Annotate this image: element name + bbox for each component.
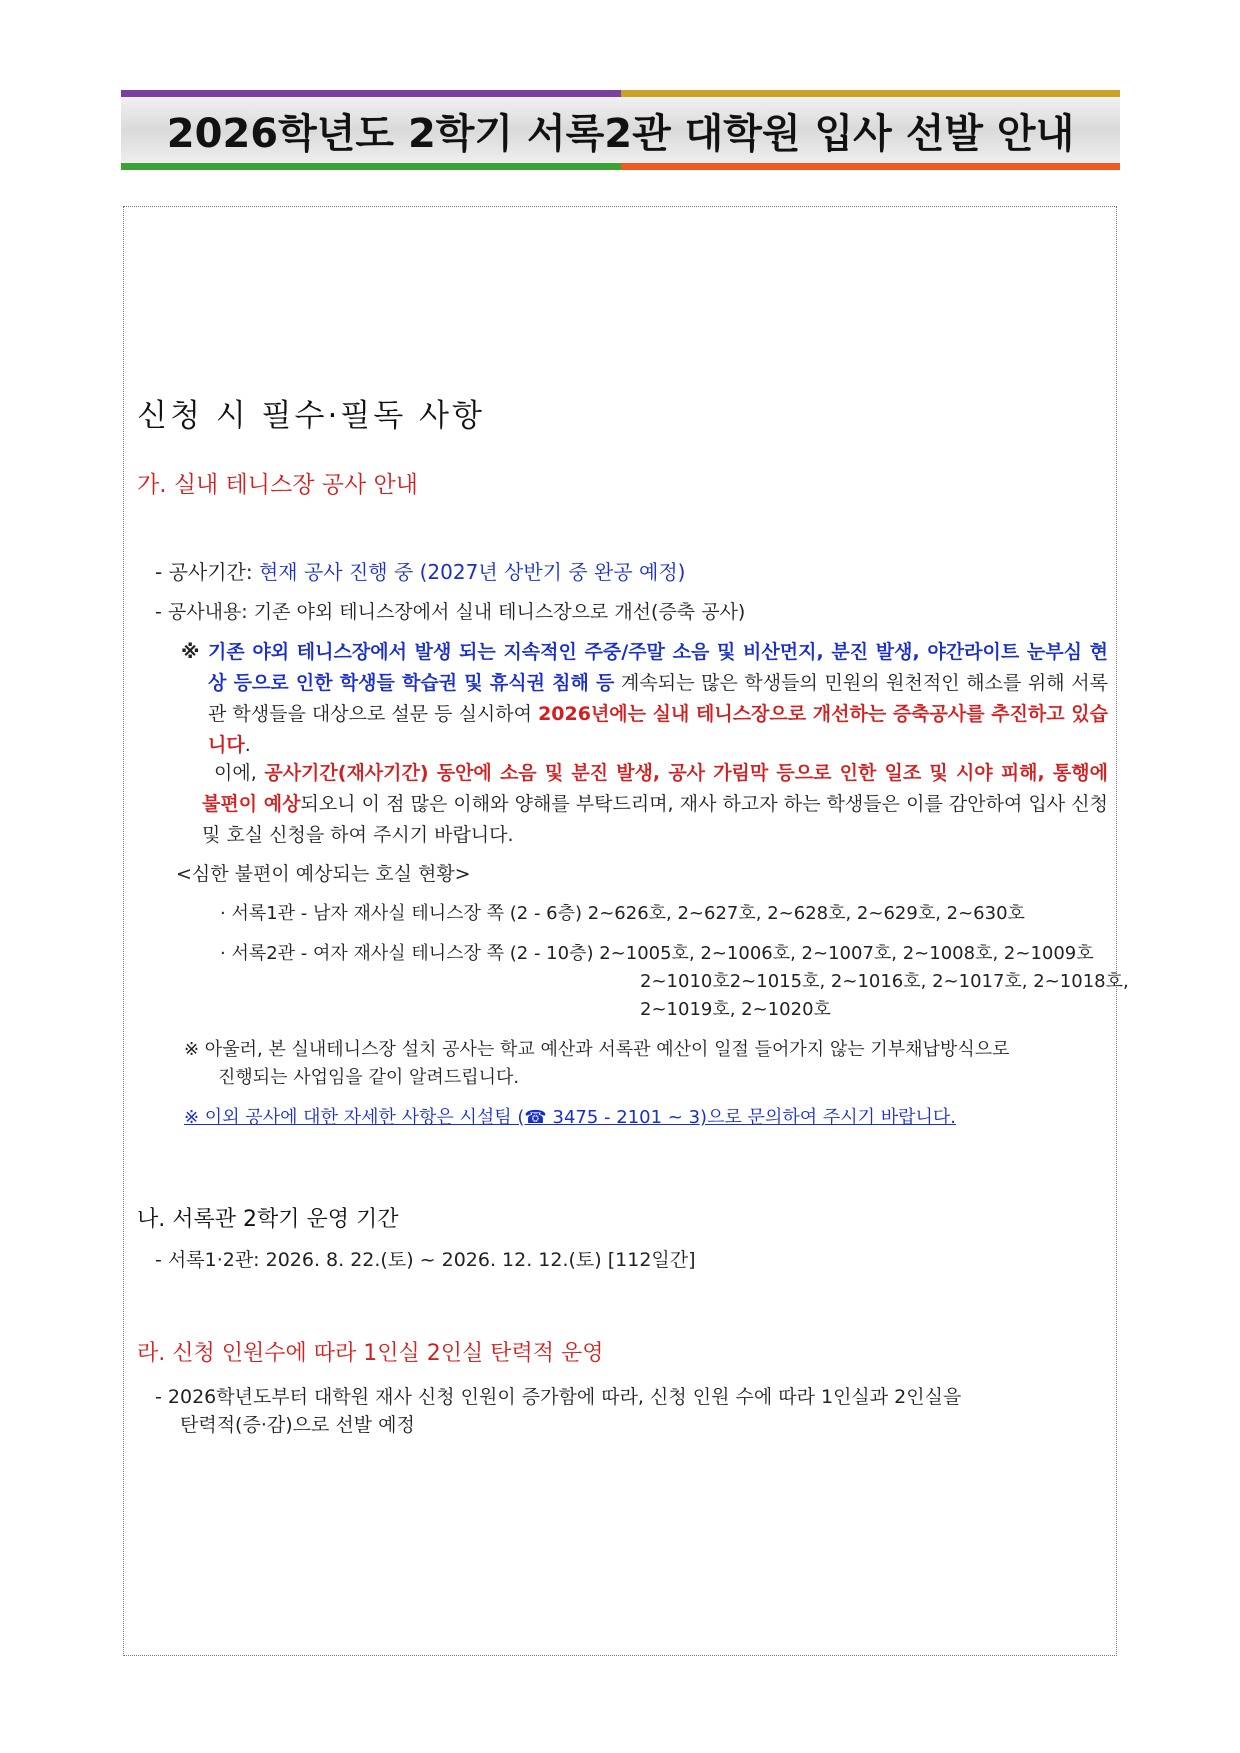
rooms-title: <심한 불편이 예상되는 호실 현황> <box>176 863 471 885</box>
note-red-text: 2026년에는 실내 테니스장으로 개선하는 증축공사를 추진하고 있습니다 <box>208 703 1108 756</box>
ra-line1: - 2026학년도부터 대학원 재사 신청 인원이 증가함에 따라, 신청 인원 수에 따라 1인실과 2인실을 <box>155 1386 962 1408</box>
rooms-seorok1: · 서록1관 - 남자 재사실 테니스장 쪽 (2 - 6층) 2~626호, 2~627호, 2~628호, 2~629호, 2~630호 <box>220 903 1025 924</box>
title-top-bar <box>121 90 1120 97</box>
note-paragraph <box>208 637 1108 761</box>
operation-period: - 서록1·2관: 2026. 8. 22.(토) ~ 2026. 12. 12.(토) [112일간] <box>155 1249 696 1271</box>
also-note-line2: 진행되는 사업임을 같이 알려드립니다. <box>218 1067 520 1088</box>
section-na-title: 나. 서록관 2학기 운영 기간 <box>137 1207 399 1232</box>
notice-rest: 되오니 이 점 많은 이해와 양해를 부탁드리며, 재사 하고자 하는 학생들은 이를 감안하여 입사 신청 및 호실 신청을 하여 주시기 바랍니다. <box>202 793 1108 846</box>
rooms-seorok2-line2: 2~1010호2~1015호, 2~1016호, 2~1017호, 2~1018호, <box>640 971 1129 992</box>
also-note-line1: ※ 아울러, 본 실내테니스장 설치 공사는 학교 예산과 서록관 예산이 일절 들어가지 않는 기부채납방식으로 <box>184 1039 1010 1060</box>
period-value: 현재 공사 진행 중 (2027년 상반기 중 완공 예정) <box>258 560 686 584</box>
note-mark: ※ <box>181 641 200 663</box>
title-bottom-bar <box>121 163 1120 170</box>
notice-paragraph <box>202 758 1108 851</box>
section-heading: 신청 시 필수·필독 사항 <box>137 398 485 434</box>
note-plain-text: 계속되는 많은 학생들의 민원의 원천적인 해소를 위해 서록관 학생들을 대상으로 설문 등 실시하여 <box>208 672 1108 725</box>
contact-note: ※ 이외 공사에 대한 자세한 사항은 시설팀 (☎ 3475 - 2101 ~ 3)으로 문의하여 주시기 바랍니다. <box>184 1107 956 1128</box>
title-band <box>121 90 1120 170</box>
page-title: 2026학년도 2학기 서록2관 대학원 입사 선발 안내 <box>166 110 1075 157</box>
notice-start: 이에, <box>214 762 265 784</box>
rooms-seorok2-line3: 2~1019호, 2~1020호 <box>640 999 831 1020</box>
period-label: - 공사기간: <box>155 560 253 584</box>
note-blue-text: 기존 야외 테니스장에서 발생 되는 지속적인 주중/주말 소음 및 비산먼지, 분진 발생, 야간라이트 눈부심 현상 등으로 인한 학생들 학습권 및 휴식권 침해 등 <box>208 641 1108 694</box>
section-ga-title: 가. 실내 테니스장 공사 안내 <box>137 472 418 498</box>
note-end: . <box>244 734 251 756</box>
period-line <box>155 558 685 586</box>
notice-red-text: 공사기간(재사기간) 동안에 소음 및 분진 발생, 공사 가림막 등으로 인한 일조 및 시야 피해, 통행에 불편이 예상 <box>202 762 1108 815</box>
rooms-seorok2-line1: · 서록2관 - 여자 재사실 테니스장 쪽 (2 - 10층) 2~1005호, 2~1006호, 2~1007호, 2~1008호, 2~1009호 <box>220 943 1094 964</box>
section-ra-title: 라. 신청 인원수에 따라 1인실 2인실 탄력적 운영 <box>137 1341 604 1366</box>
ra-line2: 탄력적(증·감)으로 선발 예정 <box>180 1414 415 1436</box>
content-line: - 공사내용: 기존 야외 테니스장에서 실내 테니스장으로 개선(증축 공사) <box>155 601 746 623</box>
